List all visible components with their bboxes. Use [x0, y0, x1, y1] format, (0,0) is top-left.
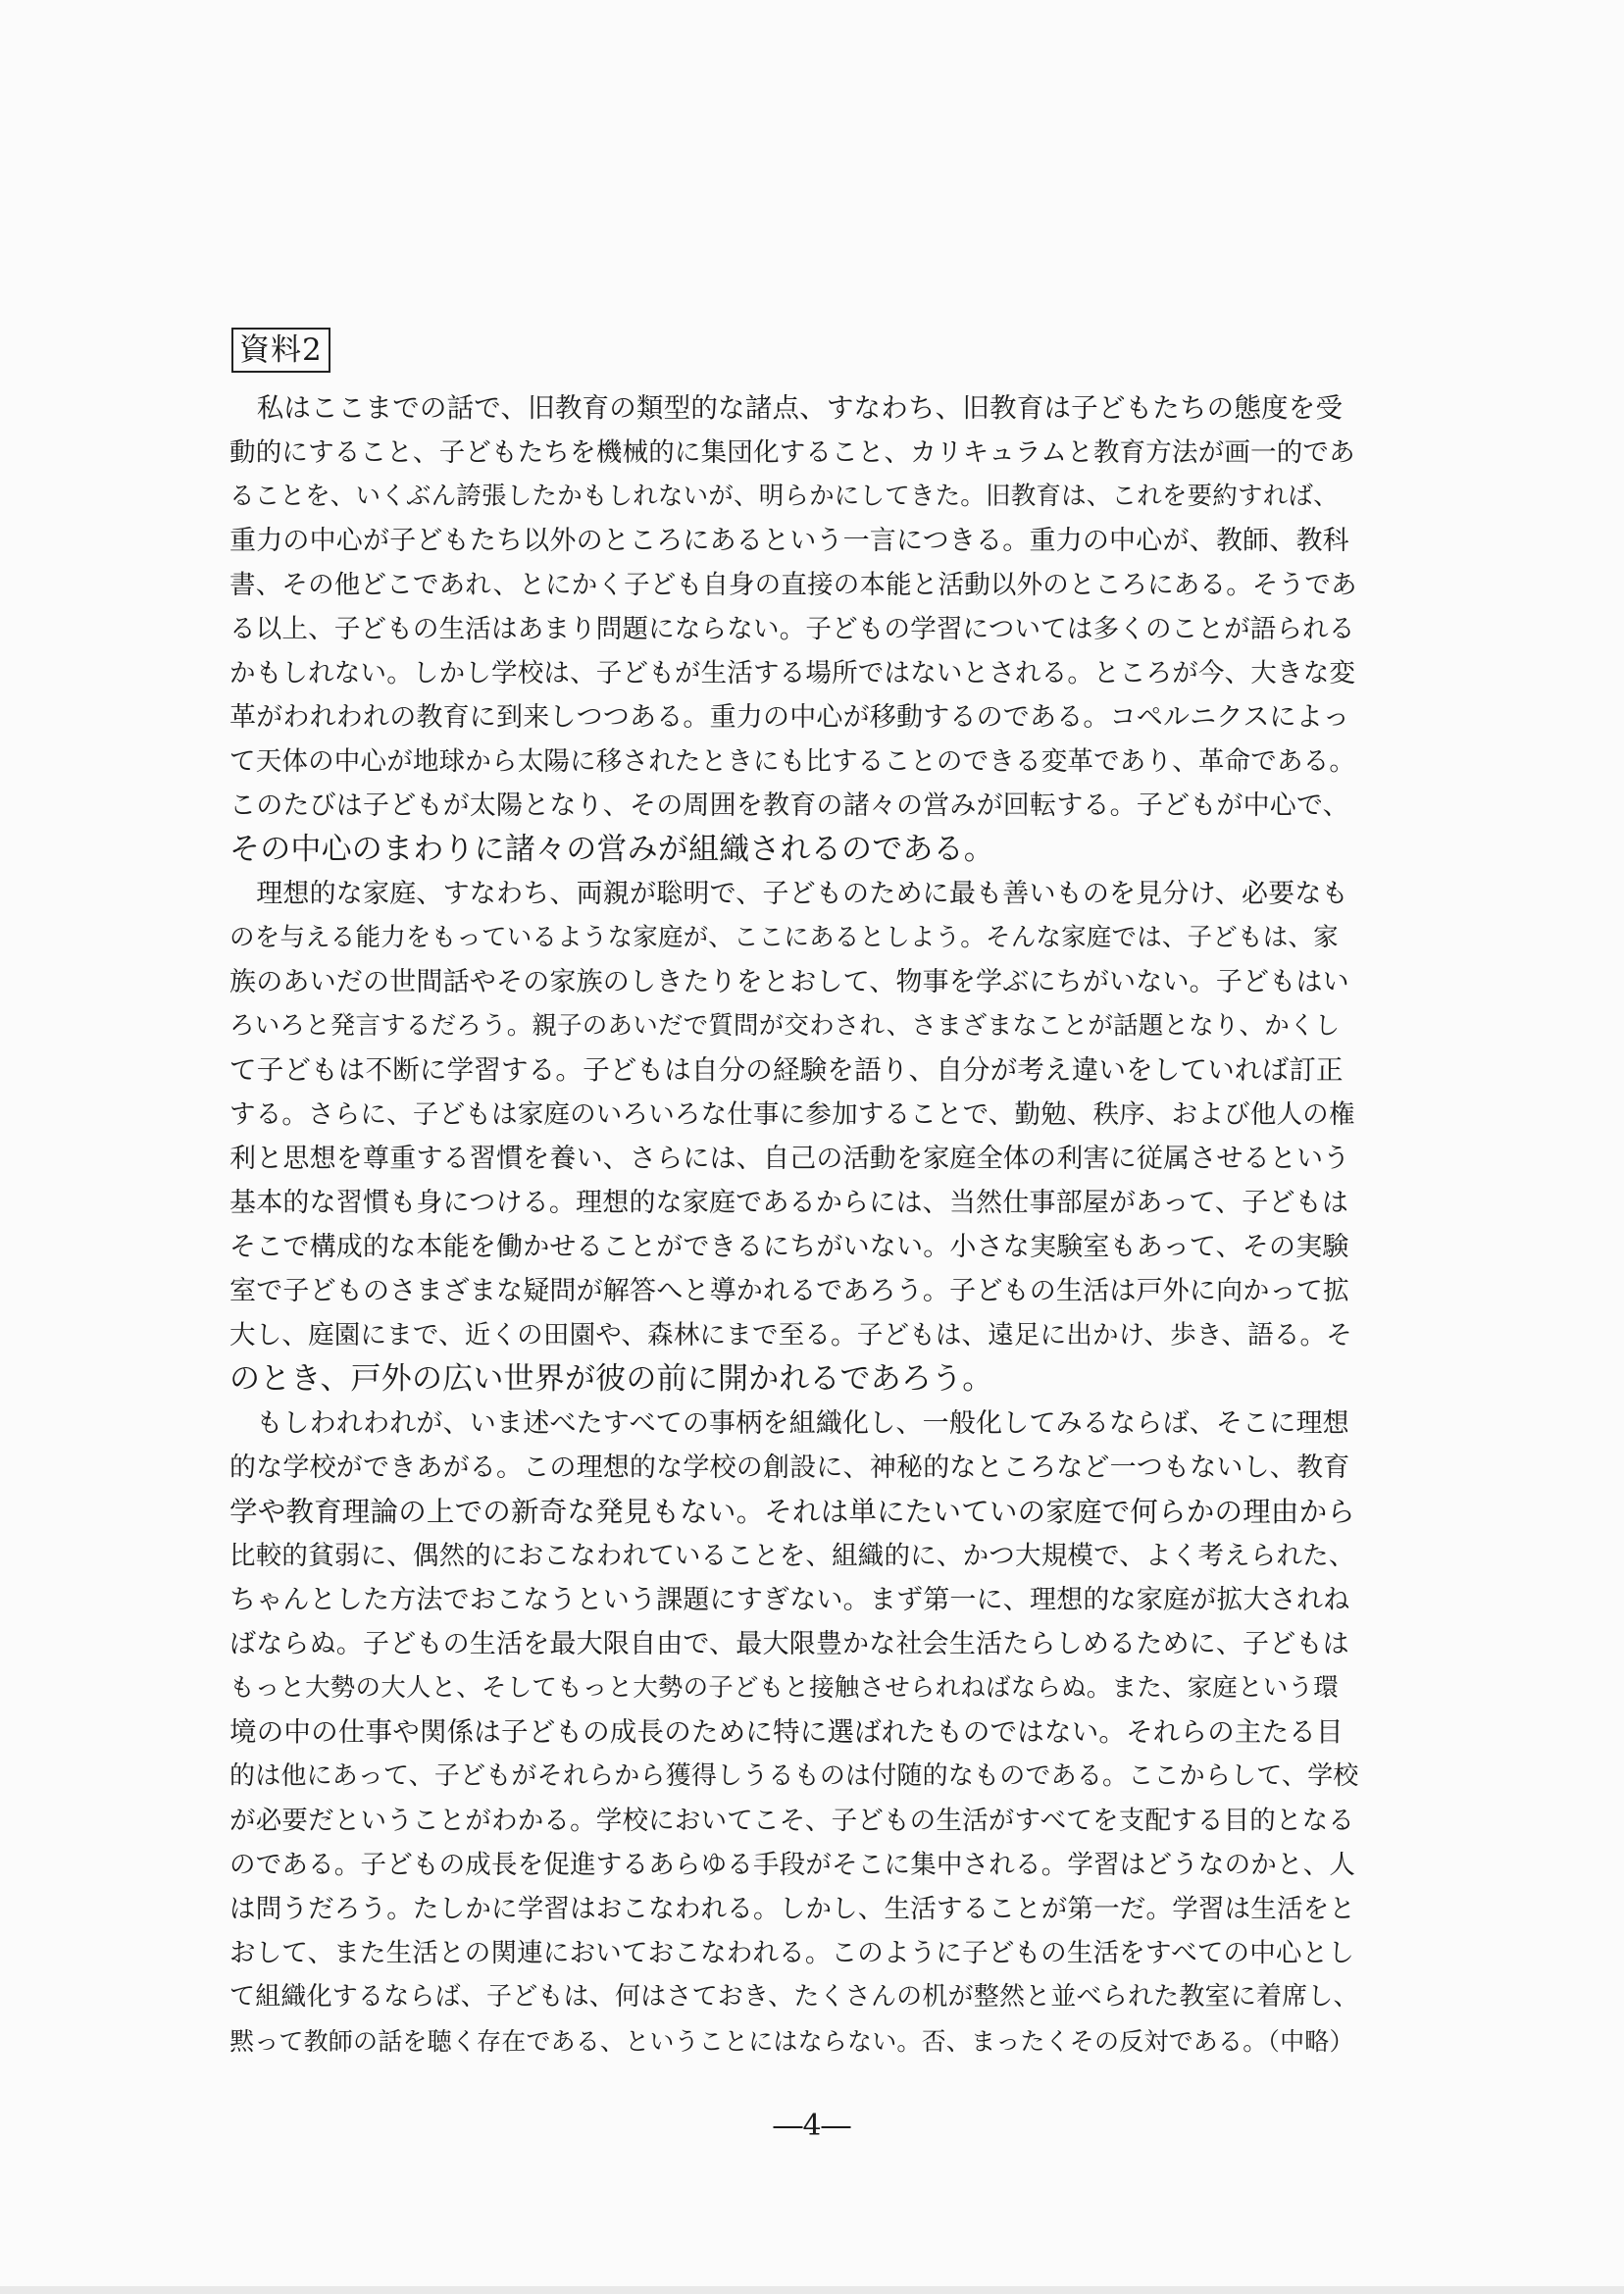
scan-edge — [0, 2286, 1624, 2294]
section-label: 資料2 — [231, 328, 330, 373]
text-line: 私はここまでの話で、旧教育の類型的な諸点、すなわち、旧教育は子どもたちの態度を受 — [229, 392, 1344, 424]
text-line: は問うだろう。たしかに学習はおこなわれる。しかし、生活することが第一だ。学習は生活をと — [229, 1894, 1356, 1924]
text-line: ろいろと発言するだろう。親子のあいだで質問が交わされ、さまざまなことが話題となり、かくし — [229, 1011, 1341, 1041]
text-line: 室で子どものさまざまな疑問が解答へと導かれるであろう。子どもの生活は戸外に向かって拡 — [229, 1276, 1350, 1306]
text-line: もしわれわれが、いま述べたすべての事柄を組織化し、一般化してみるならば、そこに理想 — [229, 1408, 1349, 1439]
text-line: ることを、いくぶん誇張したかもしれないが、明らかにしてきた。旧教育は、これを要約すれば、 — [229, 482, 1339, 511]
text-line: 理想的な家庭、すなわち、両親が聡明で、子どものために最も善いものを見分け、必要なも — [229, 879, 1348, 909]
text-line: 学や教育理論の上での新奇な発見もない。それは単にたいていの家庭で何らかの理由から — [229, 1496, 1356, 1528]
text-line: おして、また生活との関連においておこなわれる。このように子どもの生活をすべての中心とし — [229, 1938, 1355, 1968]
text-line: その中心のまわりに諸々の営みが組織されるのである。 — [229, 832, 994, 867]
text-line: て天体の中心が地球から太陽に移されたときにも比することのできる変革であり、革命である。 — [229, 746, 1356, 777]
text-line: て子どもは不断に学習する。子どもは自分の経験を語り、自分が考え違いをしていれば訂正 — [229, 1054, 1344, 1086]
text-line: のとき、戸外の広い世界が彼の前に開かれるであろう。 — [229, 1361, 993, 1397]
text-line: する。さらに、子どもは家庭のいろいろな仕事に参加することで、勤勉、秩序、および他人の権 — [229, 1099, 1355, 1130]
text-line: る以上、子どもの生活はあまり問題にならない。子どもの学習については多くのことが語られる — [229, 614, 1355, 644]
text-line: 族のあいだの世間話やその家族のしきたりをとおして、物事を学ぶにちがいない。子どもはい — [229, 967, 1349, 997]
text-line: 基本的な習慣も身につける。理想的な家庭であるからには、当然仕事部屋があって、子どもは — [229, 1188, 1349, 1218]
text-line: 境の中の仕事や関係は子どもの成長のために特に選ばれたものではない。それらの主たる目 — [229, 1716, 1344, 1748]
text-line: かもしれない。しかし学校は、子どもが生活する場所ではないとされる。ところが今、大きな変 — [229, 658, 1356, 688]
text-line: 的は他にあって、子どもがそれらから獲得しうるものは付随的なものである。ここからして、学校 — [229, 1761, 1359, 1791]
text-line: て組織化するならば、子どもは、何はさておき、たくさんの机が整然と並べられた教室に着席し、 — [229, 1982, 1359, 2012]
text-line: 動的にすること、子どもたちを機械的に集団化すること、カリキュラムと教育方法が画一的であ — [229, 437, 1355, 468]
text-line: 利と思想を尊重する習慣を養い、さらには、自己の活動を家庭全体の利害に従属させるという — [229, 1144, 1350, 1174]
text-line: 的な学校ができあがる。この理想的な学校の創設に、神秘的なところなど一つもないし、教育 — [229, 1453, 1350, 1483]
body-text — [229, 386, 1359, 2064]
text-line: のである。子どもの成長を促進するあらゆる手段がそこに集中される。学習はどうなのかと、人 — [229, 1850, 1356, 1880]
text-line: 革がわれわれの教育に到来しつつある。重力の中心が移動するのである。コペルニクスによっ — [229, 702, 1350, 733]
text-line: ちゃんとした方法でおこなうという課題にすぎない。まず第一に、理想的な家庭が拡大されね — [229, 1585, 1350, 1615]
text-line: ばならぬ。子どもの生活を最大限自由で、最大限豊かな社会生活たらしめるために、子どもは — [229, 1629, 1349, 1659]
text-line: 書、その他どこであれ、とにかく子ども自身の直接の本能と活動以外のところにある。そうであ — [229, 570, 1357, 600]
text-line: もっと大勢の大人と、そしてもっと大勢の子どもと接触させられねばならぬ。また、家庭という環 — [229, 1673, 1339, 1703]
text-line: そこで構成的な本能を働かせることができるにちがいない。小さな実験室もあって、その実験 — [229, 1232, 1349, 1262]
text-line: が必要だということがわかる。学校においてこそ、子どもの生活がすべてを支配する目的となる — [229, 1806, 1355, 1836]
text-line: のを与える能力をもっているような家庭が、ここにあるとしよう。そんな家庭では、子どもは、家 — [229, 923, 1339, 952]
text-line: 黙って教師の話を聴く存在である、ということにはならない。否、まったくその反対である。（中略） — [229, 2027, 1354, 2056]
text-line: このたびは子どもが太陽となり、その周囲を教育の諸々の営みが回転する。子どもが中心で、 — [229, 790, 1349, 821]
page-number: ―4― — [773, 2109, 851, 2143]
text-line: 比較的貧弱に、偶然的におこなわれていることを、組織的に、かつ大規模で、よく考えられた、 — [229, 1541, 1355, 1571]
text-line: 重力の中心が子どもたち以外のところにあるという一言につきる。重力の中心が、教師、教科 — [229, 526, 1349, 556]
text-line: 大し、庭園にまで、近くの田園や、森林にまで至る。子どもは、遠足に出かけ、歩き、語る。そ — [229, 1320, 1352, 1351]
